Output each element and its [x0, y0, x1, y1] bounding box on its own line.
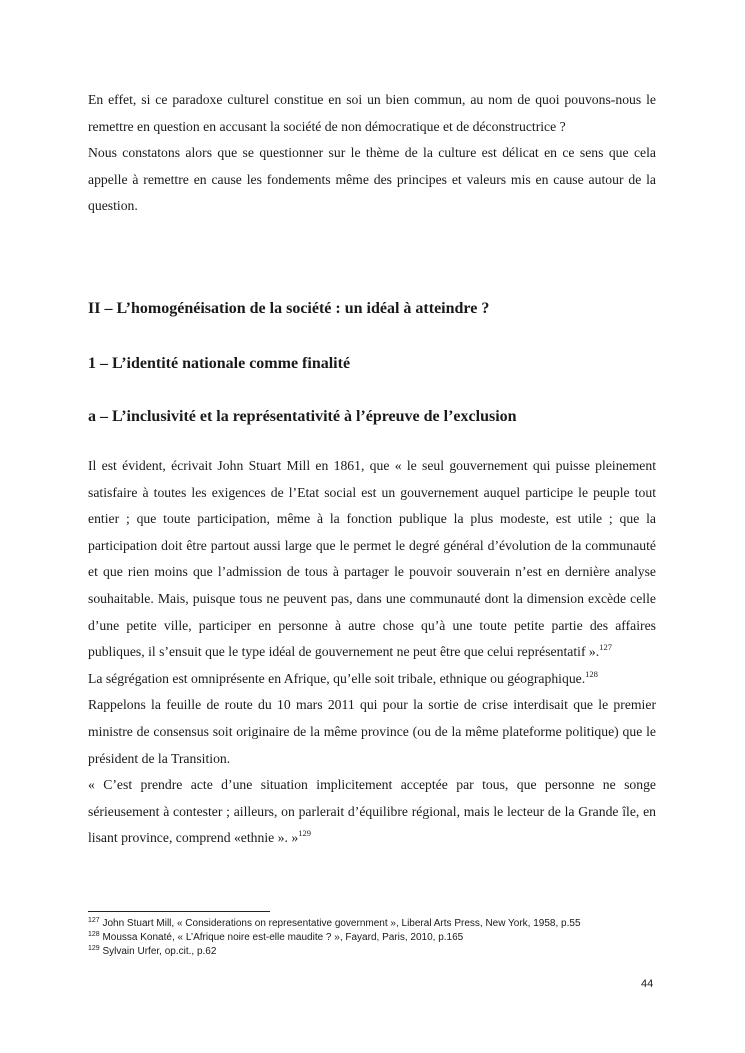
main-body	[88, 453, 656, 852]
footnote-ref-129[interactable]: 129	[298, 828, 311, 839]
section-heading: II – L’homogénéisation de la société : un idéal à atteindre ?	[88, 300, 490, 317]
footnotes	[88, 917, 688, 959]
footnote-number: 127	[88, 917, 100, 924]
urfer-quote-text: « C’est prendre acte d’une situation implicitement acceptée par tous, que personne ne songe sérieusement à contester ; ailleurs, on parlerait d’équilibre régional, mais le lecteur de la Grande île, en lisant province, comprend «ethnie ». »	[88, 777, 656, 846]
footnote-ref-127[interactable]: 127	[599, 642, 612, 653]
intro-paragraph-2: Nous constatons alors que se questionner sur le thème de la culture est délicat en ce sens que cela appelle à remettre en cause les fondements même des principes et valeurs mis en cause autour de la question.	[88, 145, 656, 214]
sub-subsection-heading: a – L’inclusivité et la représentativité à l’épreuve de l’exclusion	[88, 408, 517, 425]
footnote-ref-128[interactable]: 128	[585, 668, 598, 679]
footnote-text: Sylvain Urfer, op.cit., p.62	[102, 946, 217, 957]
mill-quote-paragraph	[88, 453, 656, 666]
page-number: 44	[641, 978, 654, 990]
urfer-quote-paragraph	[88, 772, 656, 852]
segregation-paragraph	[88, 666, 656, 693]
mill-quote-text: Il est évident, écrivait John Stuart Mill en 1861, que « le seul gouvernement qui puisse pleinement satisfaire à toutes les exigences de l’Etat social est un gouvernement auquel participe le peuple tout entier ; que toute participation, même à la fonction publique la plus modeste, est utile ; que la participation doit être partout aussi large que le permet le degré général d’évolution de la communauté et que rien moins que l’admission de tous à partager le pouvoir souverain n’est en dernière analyse souhaitable. Mais, puisque tous ne peuvent pas, dans une communauté dont la dimension excède celle d’une petite ville, participer en personne à autre chose qu’à une toute petite partie des affaires publiques, il s’ensuit que le type idéal de gouvernement ne peut être que celui représentatif ».	[88, 458, 656, 660]
footnote-number: 129	[88, 945, 100, 952]
footnote-item	[88, 931, 688, 945]
intro-paragraph-1: En effet, si ce paradoxe culturel constitue en soi un bien commun, au nom de quoi pouvons-nous le remettre en question en accusant la société de non démocratique et de déconstructrice ?	[88, 92, 656, 134]
intro-section	[88, 87, 656, 220]
footnote-item	[88, 917, 688, 931]
roadmap-paragraph: Rappelons la feuille de route du 10 mars 2011 qui pour la sortie de crise interdisait que le premier ministre de consensus soit originaire de la même province (ou de la même plateforme politique) que le président de la Transition.	[88, 697, 656, 766]
footnote-separator	[88, 911, 270, 912]
footnote-number: 128	[88, 931, 100, 938]
segregation-text: La ségrégation est omniprésente en Afrique, qu’elle soit tribale, ethnique ou géographique.	[88, 670, 586, 686]
subsection-heading: 1 – L’identité nationale comme finalité	[88, 355, 351, 372]
footnote-item	[88, 945, 688, 959]
footnote-text: Moussa Konaté, « L’Afrique noire est-elle maudite ? », Fayard, Paris, 2010, p.165	[102, 932, 464, 943]
footnote-text: John Stuart Mill, « Considerations on representative government », Liberal Arts Press, New York, 1958, p.55	[102, 918, 581, 929]
